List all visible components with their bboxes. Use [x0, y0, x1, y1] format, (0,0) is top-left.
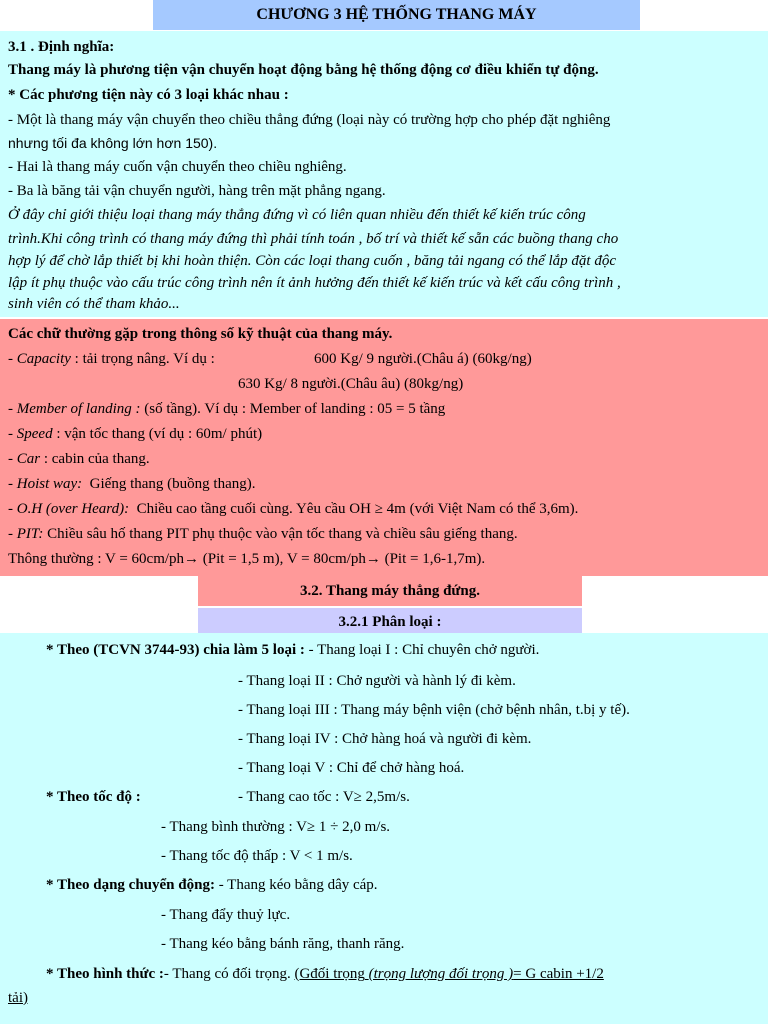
spec-oh: - O.H (over Heard): Chiều cao tầng cuối cùng. Yêu cầu OH ≥ 4m (với Việt Nam có thể 3,6m).	[8, 501, 579, 517]
definition-heading: 3.1 . Định nghĩa:	[8, 39, 115, 55]
spec-desc: Chiều cao tầng cuối cùng. Yêu cầu OH ≥ 4m (với Việt Nam có thể 3,6m).	[136, 501, 579, 517]
type-item-2: - Hai là thang máy cuốn vận chuyển theo chiều nghiêng.	[8, 159, 347, 175]
motion-item: - Thang kéo bằng dây cáp.	[218, 877, 378, 893]
tcvn-item: - Thang loại II : Chở người và hành lý đi kèm.	[238, 673, 516, 689]
type-item-3: - Ba là băng tải vận chuyển người, hàng trên mặt phẳng ngang.	[8, 183, 386, 199]
definition-text: Thang máy là phương tiện vận chuyển hoạt động bằng hệ thống động cơ điều khiển tự động.	[8, 62, 599, 78]
formula-part: (Gđối trọng	[294, 966, 365, 982]
form-formula	[294, 966, 603, 982]
form-formula-end: tải)	[8, 990, 28, 1006]
formula-part: = G cabin +1/2	[513, 966, 604, 982]
motion-item: - Thang kéo bằng bánh răng, thanh răng.	[161, 936, 405, 952]
note-line: hợp lý để chờ lắp thiết bị khi hoàn thiện. Còn các loại thang cuốn , băng tải ngang có thể lắp đặt độc	[8, 253, 617, 269]
spec-term: O.H (over Heard):	[16, 501, 130, 517]
speed-item: - Thang tốc độ thấp : V < 1 m/s.	[161, 848, 353, 864]
spec-car: - Car : cabin của thang.	[8, 451, 150, 467]
section-3-2-1-heading: 3.2.1 Phân loại :	[338, 614, 442, 630]
spec-term: Speed	[16, 426, 53, 442]
spec-pit: - PIT: Chiều sâu hố thang PIT phụ thuộc vào vận tốc thang và chiều sâu giếng thang.	[8, 526, 518, 542]
types-heading: * Các phương tiện này có 3 loại khác nhau :	[8, 87, 289, 103]
spec-desc: (số tầng). Ví dụ : Member of landing : 05 = 5 tầng	[144, 401, 446, 417]
note-line: Ở đây chỉ giới thiệu loại thang máy thẳng đứng vì có liên quan nhiều đến thiết kế kiến trúc công	[8, 207, 586, 223]
capacity-example-1: 600 Kg/ 9 người.(Châu á) (60kg/ng)	[314, 351, 532, 367]
spec-term: Car	[16, 451, 41, 467]
tcvn-item: - Thang loại III : Thang máy bệnh viện (chở bệnh nhân, t.bị y tế).	[238, 702, 630, 718]
spec-normal: Thông thường : V = 60cm/ph→ (Pit = 1,5 m), V = 80cm/ph→ (Pit = 1,6-1,7m).	[8, 551, 486, 567]
note-line: trình.Khi công trình có thang máy đứng thì phải tính toán , bố trí và thiết kế sẵn các buồng thang cho	[8, 231, 619, 247]
tcvn-row	[46, 642, 539, 659]
tcvn-label: * Theo (TCVN 3744-93) chia làm 5 loại :	[46, 642, 305, 658]
speed-label: * Theo tốc độ :	[46, 789, 141, 805]
tcvn-item: - Thang loại I : Chỉ chuyên chở người.	[308, 642, 540, 658]
motion-row	[46, 877, 378, 894]
form-label: * Theo hình thức :	[46, 966, 164, 982]
form-row	[46, 966, 604, 983]
motion-label: * Theo dạng chuyển động:	[46, 877, 215, 893]
note-line: sinh viên có thể tham khảo...	[8, 296, 180, 312]
page-title: CHƯƠNG 3 HỆ THỐNG THANG MÁY	[256, 6, 537, 23]
spec-landing: - Member of landing : (số tầng). Ví dụ : Member of landing : 05 = 5 tầng	[8, 401, 446, 417]
speed-item: - Thang bình thường : V≥ 1 ÷ 2,0 m/s.	[161, 819, 391, 835]
spec-hoist: - Hoist way: Giếng thang (buồng thang).	[8, 476, 256, 492]
formula-part: (trọng lượng đối trọng )	[368, 966, 514, 982]
type-item-1-line-2: nhưng tối đa không lớn hơn 150).	[8, 135, 218, 151]
spec-desc: : cabin của thang.	[43, 451, 150, 467]
tcvn-item: - Thang loại V : Chỉ để chở hàng hoá.	[238, 760, 465, 776]
spec-term: Hoist way:	[16, 476, 83, 492]
spec-term: Capacity	[16, 351, 71, 367]
motion-item: - Thang đẩy thuỷ lực.	[161, 907, 291, 923]
spec-desc: : tải trọng nâng. Ví dụ :	[74, 351, 215, 367]
spec-desc: Chiều sâu hố thang PIT phụ thuộc vào vận tốc thang và chiều sâu giếng thang.	[47, 526, 518, 542]
spec-term: Member of landing :	[16, 401, 141, 417]
tcvn-item: - Thang loại IV : Chở hàng hoá và người đi kèm.	[238, 731, 532, 747]
spec-desc: : vận tốc thang (ví dụ : 60m/ phút)	[56, 426, 263, 442]
spec-capacity: - Capacity : tải trọng nâng. Ví dụ :	[8, 351, 215, 367]
spec-desc: Giếng thang (buồng thang).	[89, 476, 256, 492]
spec-term: PIT:	[16, 526, 44, 542]
note-line: lập ít phụ thuộc vào cấu trúc công trình nên ít ảnh hưởng đến thiết kế kiến trúc và kết cấu công trình ,	[8, 275, 621, 291]
speed-item: - Thang cao tốc : V≥ 2,5m/s.	[238, 789, 410, 805]
form-item: - Thang có đối trọng.	[163, 966, 291, 982]
specs-heading: Các chữ thường gặp trong thông số kỹ thuật của thang máy.	[8, 326, 393, 342]
capacity-example-2: 630 Kg/ 8 người.(Châu âu) (80kg/ng)	[238, 376, 464, 392]
spec-speed: - Speed : vận tốc thang (ví dụ : 60m/ phút)	[8, 426, 263, 442]
type-item-1-line-1: - Một là thang máy vận chuyển theo chiều thẳng đứng (loại này có trường hợp cho phép đặt nghiêng	[8, 112, 611, 128]
section-3-2-heading: 3.2. Thang máy thẳng đứng.	[299, 583, 481, 599]
